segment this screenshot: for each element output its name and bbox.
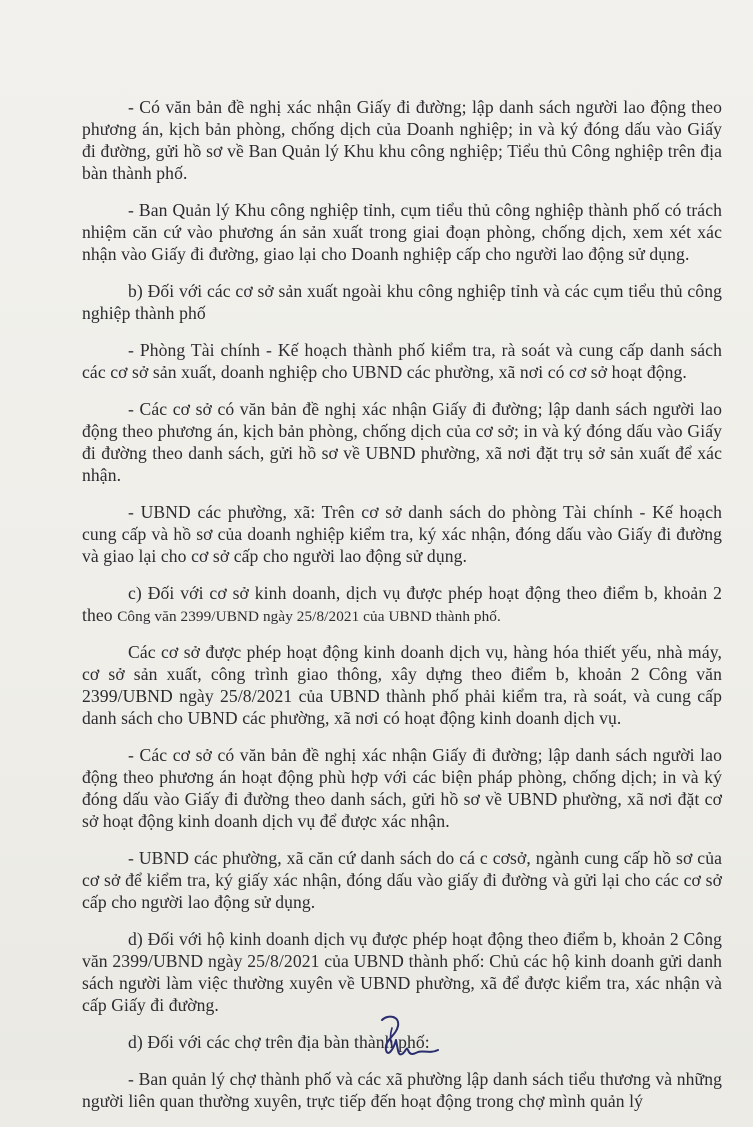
paragraph-c-reference: Công văn 2399/UBND ngày 25/8/2021 của UBND thành phố. [117, 608, 501, 625]
paragraph: - Ban quản lý chợ thành phố và các xã phường lập danh sách tiểu thương và những người liên quan thường xuyên, trực tiếp đến hoạt động trong chợ mình quản lý [82, 1069, 722, 1111]
paragraph: d) Đối với hộ kinh doanh dịch vụ được phép hoạt động theo điểm b, khoản 2 Công văn 2399/UBND ngày 25/8/2021 của UBND thành phố: Chủ các hộ kinh doanh gửi danh sách người làm việc thường xuyên về UBND phường, xã để được kiểm tra, xác nhận và cấp Giấy đi đường. [82, 929, 722, 1015]
paragraph: - Phòng Tài chính - Kế hoạch thành phố kiểm tra, rà soát và cung cấp danh sách các cơ sở sản xuất, doanh nghiệp cho UBND các phường, xã nơi có cơ sở hoạt động. [82, 340, 722, 382]
paragraph: d) Đối với các chợ trên địa bàn thành phố: [128, 1032, 430, 1052]
paragraph: - Có văn bản đề nghị xác nhận Giấy đi đường; lập danh sách người lao động theo phương án, kịch bản phòng, chống dịch của Doanh nghiệp; in và ký đóng dấu vào Giấy đi đường, gửi hồ sơ về Ban Quản lý Khu khu công nghiệp; Tiểu thủ Công nghiệp trên địa bàn thành phố. [82, 97, 722, 183]
paragraph: - UBND các phường, xã căn cứ danh sách do cá c cơsở, ngành cung cấp hồ sơ của cơ sở để kiểm tra, ký giấy xác nhận, đóng dấu vào giấy đi đường và gửi lại cho các cơ sở cấp cho người lao động sử dụng. [82, 848, 722, 912]
paragraph: - UBND các phường, xã: Trên cơ sở danh sách do phòng Tài chính - Kế hoạch cung cấp và hồ sơ của doanh nghiệp kiểm tra, ký xác nhận, đóng dấu vào Giấy đi đường và giao lại cho cơ sở cấp cho người lao động sử dụng. [82, 502, 722, 566]
paragraph-c [82, 582, 722, 628]
paragraph: b) Đối với các cơ sở sản xuất ngoài khu công nghiệp tỉnh và các cụm tiểu thủ công nghiệp thành phố [82, 281, 722, 323]
document-body [82, 96, 722, 1127]
paragraph-c-main: c) Đối với cơ sở kinh doanh, dịch vụ được phép hoạt động theo điểm b, khoản 2 theo [82, 583, 722, 625]
paragraph: - Các cơ sở có văn bản đề nghị xác nhận Giấy đi đường; lập danh sách người lao động theo phương án hoạt động phù hợp với các biện pháp phòng, chống dịch; in và ký đóng dấu vào Giấy đi đường theo danh sách, gửi hồ sơ về UBND phường, xã nơi đặt cơ sở hoạt động kinh doanh dịch vụ để được xác nhận. [82, 745, 722, 831]
paragraph: - Ban Quản lý Khu công nghiệp tỉnh, cụm tiểu thủ công nghiệp thành phố có trách nhiệm căn cứ vào phương án sản xuất trong giai đoạn phòng, chống dịch, xem xét xác nhận vào Giấy đi đường, giao lại cho Doanh nghiệp cấp cho người lao động sử dụng. [82, 200, 722, 264]
paragraph: - Các cơ sở có văn bản đề nghị xác nhận Giấy đi đường; lập danh sách người lao động theo phương án, kịch bản phòng, chống dịch của cơ sở; in và ký đóng dấu vào Giấy đi đường theo danh sách, gửi hồ sơ về UBND phường, xã nơi đặt trụ sở sản xuất để xác nhận. [82, 399, 722, 485]
paragraph: Các cơ sở được phép hoạt động kinh doanh dịch vụ, hàng hóa thiết yếu, nhà máy, cơ sở sản xuất, công trình giao thông, xây dựng theo điểm b, khoản 2 Công văn 2399/UBND ngày 25/8/2021 của UBND thành phố phải kiểm tra, rà soát, và cung cấp danh sách cho UBND các phường, xã nơi có hoạt động kinh doanh dịch vụ. [82, 642, 722, 728]
handwritten-signature [368, 1010, 448, 1070]
